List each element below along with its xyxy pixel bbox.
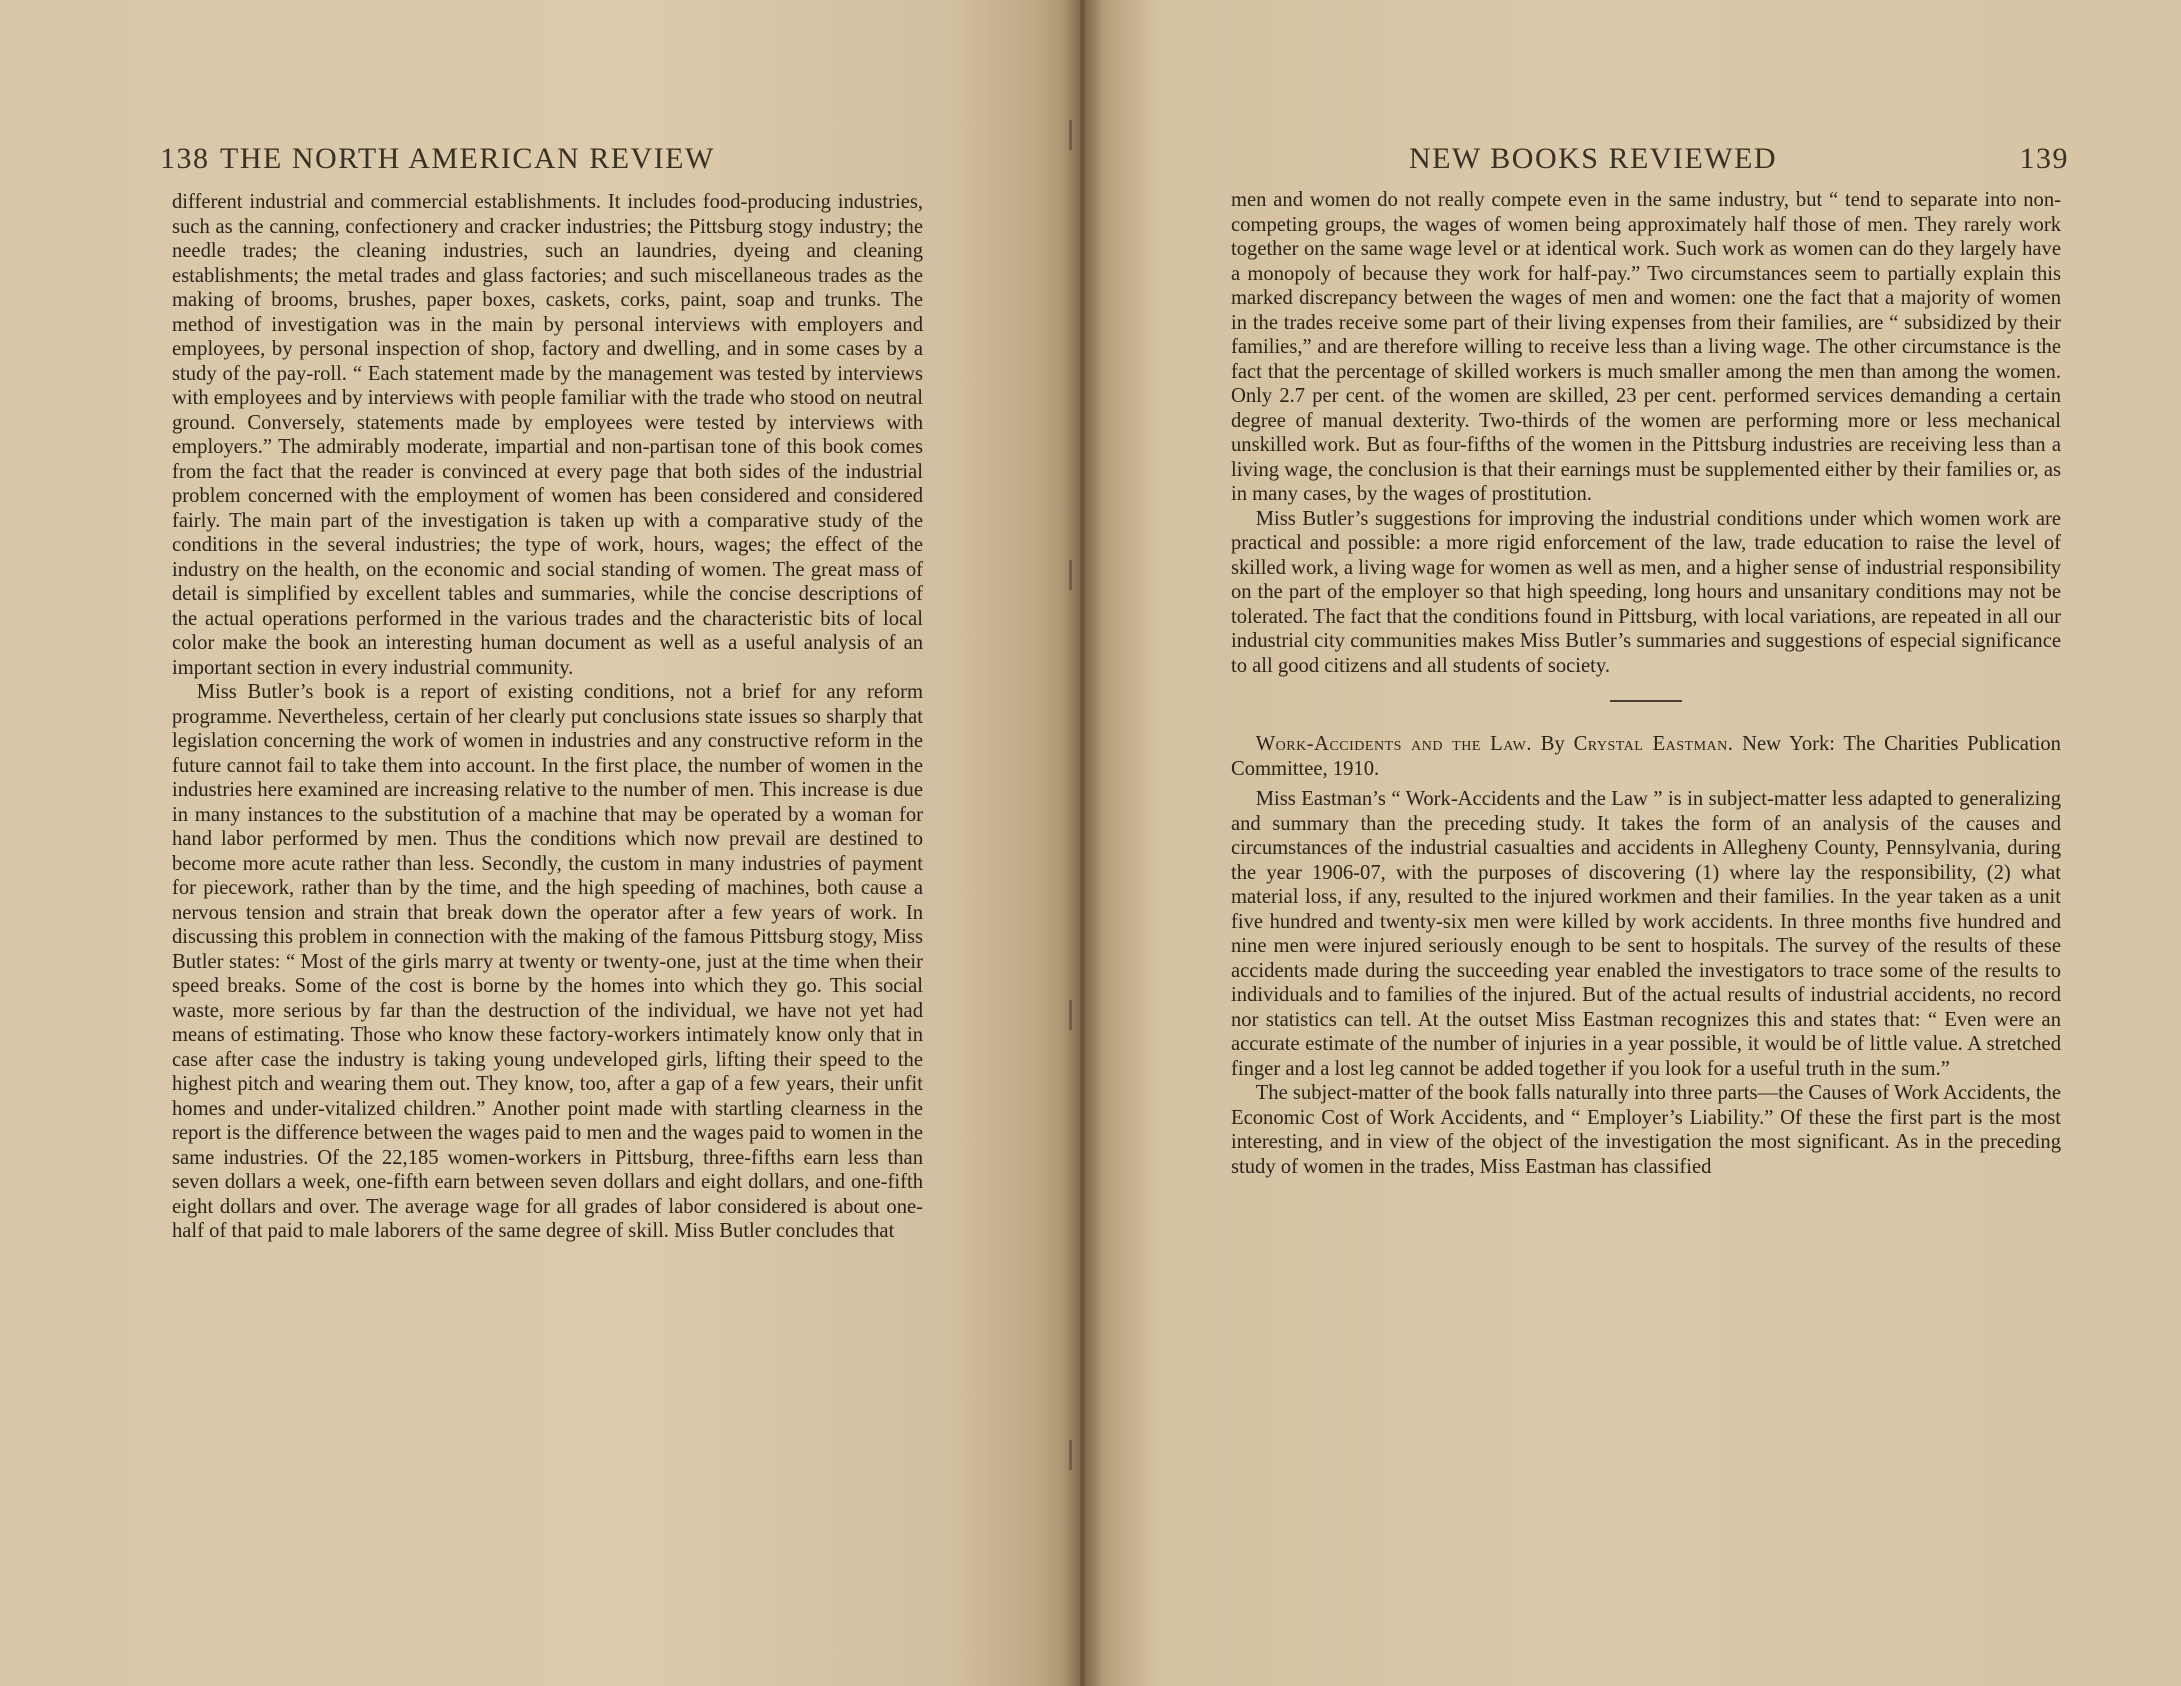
paragraph: different industrial and commercial establishments. It includes food-producing industries, such as the canning, confectionery and cracker industries; the Pittsburg stogy industry; the needle trades; the cleaning industries, such an laundries, dyeing and cleaning establishments; the metal trades and glass factories; and such miscellaneous trades as the making of brooms, brushes, paper boxes, caskets, corks, paint, soap and trunks. The method of investigation was in the main by personal interviews with employers and employees, by personal inspection of shop, factory and dwelling, and in some cases by a study of the pay-roll. “ Each statement made by the management was tested by interviews with employees and by interviews with people familiar with the trade who stood on neutral ground. Conversely, statements made by employees were tested by interviews with employers.” The admirably moderate, impartial and non-partisan tone of this book comes from the fact that the reader is convinced at every page that both sides of the industrial problem concerned with the employment of women has been considered and considered fairly. The main part of the investigation is taken up with a comparative study of the conditions in the several industries; the type of work, hours, wages; the effect of the industry on the health, on the economic and social standing of women. The great mass of detail is simplified by excellent tables and summaries, while the concise descriptions of the actual operations performed in the various trades and the characteristic bits of local color make the book an interesting human document as well as a useful analysis of an important section in every industrial community. xyxy=(172,191,923,679)
right-page-number: 139 xyxy=(2019,142,2069,175)
left-page-number: 138 xyxy=(160,142,210,175)
paragraph: men and women do not really compete even in the same industry, but “ tend to separate into non-competing groups, the wages of women being approximately half those of men. They rarely work together on the same wage level or at identical work. Such work as women can do they largely have a monopoly of because they work for half-pay.” Two circumstances seem to partially explain this marked discrepancy between the wages of men and women: one the fact that a majority of women in the trades receive some part of their living expenses from their families, are “ subsidized by their families,” and are therefore willing to receive less than a living wage. The other circumstance is the fact that the percentage of skilled workers is much smaller among the men than among the women. Only 2.7 per cent. of the women are skilled, 23 per cent. performed services demanding a certain degree of manual dexterity. Two-thirds of the women are performing more or less mechanical unskilled work. But as four-fifths of the women in the Pittsburg industries are receiving less than a living wage, the conclusion is that their earnings must be supplemented either by their families or, as in many cases, by the wages of prostitution. xyxy=(1231,189,2061,505)
paragraph: Miss Eastman’s “ Work-Accidents and the Law ” is in subject-matter less adapted to generalizing and summary than the preceding study. It takes the form of an analysis of the causes and circumstances of the industrial casualties and accidents in Allegheny County, Pennsylvania, during the year 1906-07, with the purposes of discovering (1) where lay the responsibility, (2) what material loss, if any, resulted to the injured workmen and their families. In the year taken as a unit five hundred and twenty-six men were killed by work accidents. In three months five hundred and nine men were injured seriously enough to be sent to hospitals. The survey of the results of these accidents made during the succeeding year enabled the investigators to trace some of the results to individuals and to families of the injured. But of the actual results of industrial accidents, no record nor statistics can tell. At the outset Miss Eastman recognizes this and states that: “ Even were an accurate estimate of the number of injuries in a year possible, it would be of little value. A stretched finger and a lost leg cannot be added together if you look for a useful truth in the sum.” xyxy=(1231,788,2061,1080)
right-page xyxy=(1080,0,2181,1686)
right-running-header xyxy=(1409,142,2069,182)
paragraph: Miss Butler’s book is a report of existing conditions, not a brief for any reform programme. Nevertheless, certain of her clearly put conclusions state issues so sharply that legislation concerning the work of women in industries and any constructive reform in the future cannot fail to take them into account. In the first place, the number of women in the industries here examined are increasing relative to the number of men. This increase is due in many instances to the substitution of a machine that may be operated by a woman for hand labor performed by men. Thus the conditions which now prevail are destined to become more acute rather than less. Secondly, the custom in many industries of payment for piecework, rather than by the time, and the high speeding of machines, both cause a nervous tension and strain that break down the operator after a few years of work. In discussing this problem in connection with the making of the famous Pittsburg stogy, Miss Butler states: “ Most of the girls marry at twenty or twenty-one, just at the time when their speed breaks. Some of the cost is borne by the homes into which they go. This social waste, more serious by far than the destruction of the individual, we have not yet had means of estimating. Those who know these factory-workers intimately know only that in case after case the industry is taking young undeveloped girls, lifting their speed to the highest pitch and wearing them out. They know, too, after a gap of a few years, their unfit homes and under-vitalized children.” Another point made with startling clearness in the report is the difference between the wages paid to men and the wages paid to women in the same industries. Of the 22,185 women-workers in Pittsburg, three-fifths earn less than seven dollars a week, one-fifth earn between seven dollars and eight dollars, and one-fifth eight dollars and over. The average wage for all grades of labor considered is about one-half of that paid to male laborers of the same degree of skill. Miss Butler concludes that xyxy=(172,681,923,1242)
review-author: Crystal Eastman. xyxy=(1573,733,1734,755)
spine-stitch xyxy=(1069,560,1072,590)
left-page-body xyxy=(172,190,923,1244)
review-publisher: New York: The Charities Publication Committee, 1910. xyxy=(1231,733,2061,780)
review-by: By xyxy=(1540,733,1565,755)
paragraph: Miss Butler’s suggestions for improving the industrial conditions under which women work are practical and possible: a more rigid enforcement of the law, trade education to raise the level of skilled work, a living wage for women as well as men, and a higher sense of industrial responsibility on the part of the employer so that high speeding, long hours and unsanitary conditions may not be tolerated. The fact that the conditions found in Pittsburg, with local variations, are repeated in all our industrial city communities makes Miss Butler’s summaries and suggestions of especial significance to all good citizens and all students of society. xyxy=(1231,507,2061,677)
spine-stitch xyxy=(1069,120,1072,150)
left-running-head: THE NORTH AMERICAN REVIEW xyxy=(220,142,715,175)
right-page-body xyxy=(1231,188,2061,1179)
paragraph: The subject-matter of the book falls naturally into three parts—the Causes of Work Accidents, the Economic Cost of Work Accidents, and “ Employer’s Liability.” Of these the first part is the most interesting, and in view of the object of the investigation the most significant. As in the preceding study of women in the trades, Miss Eastman has classified xyxy=(1231,1082,2061,1178)
left-running-header xyxy=(160,142,920,182)
spine-stitch xyxy=(1069,1000,1072,1030)
review-heading xyxy=(1231,732,2061,781)
section-divider xyxy=(1610,700,1682,702)
book-gutter xyxy=(1062,0,1102,1686)
left-page xyxy=(0,0,1080,1686)
right-running-head: NEW BOOKS REVIEWED xyxy=(1409,142,1778,175)
review-book-title: Work-Accidents and the Law. xyxy=(1255,733,1533,755)
spine-stitch xyxy=(1069,1440,1072,1470)
